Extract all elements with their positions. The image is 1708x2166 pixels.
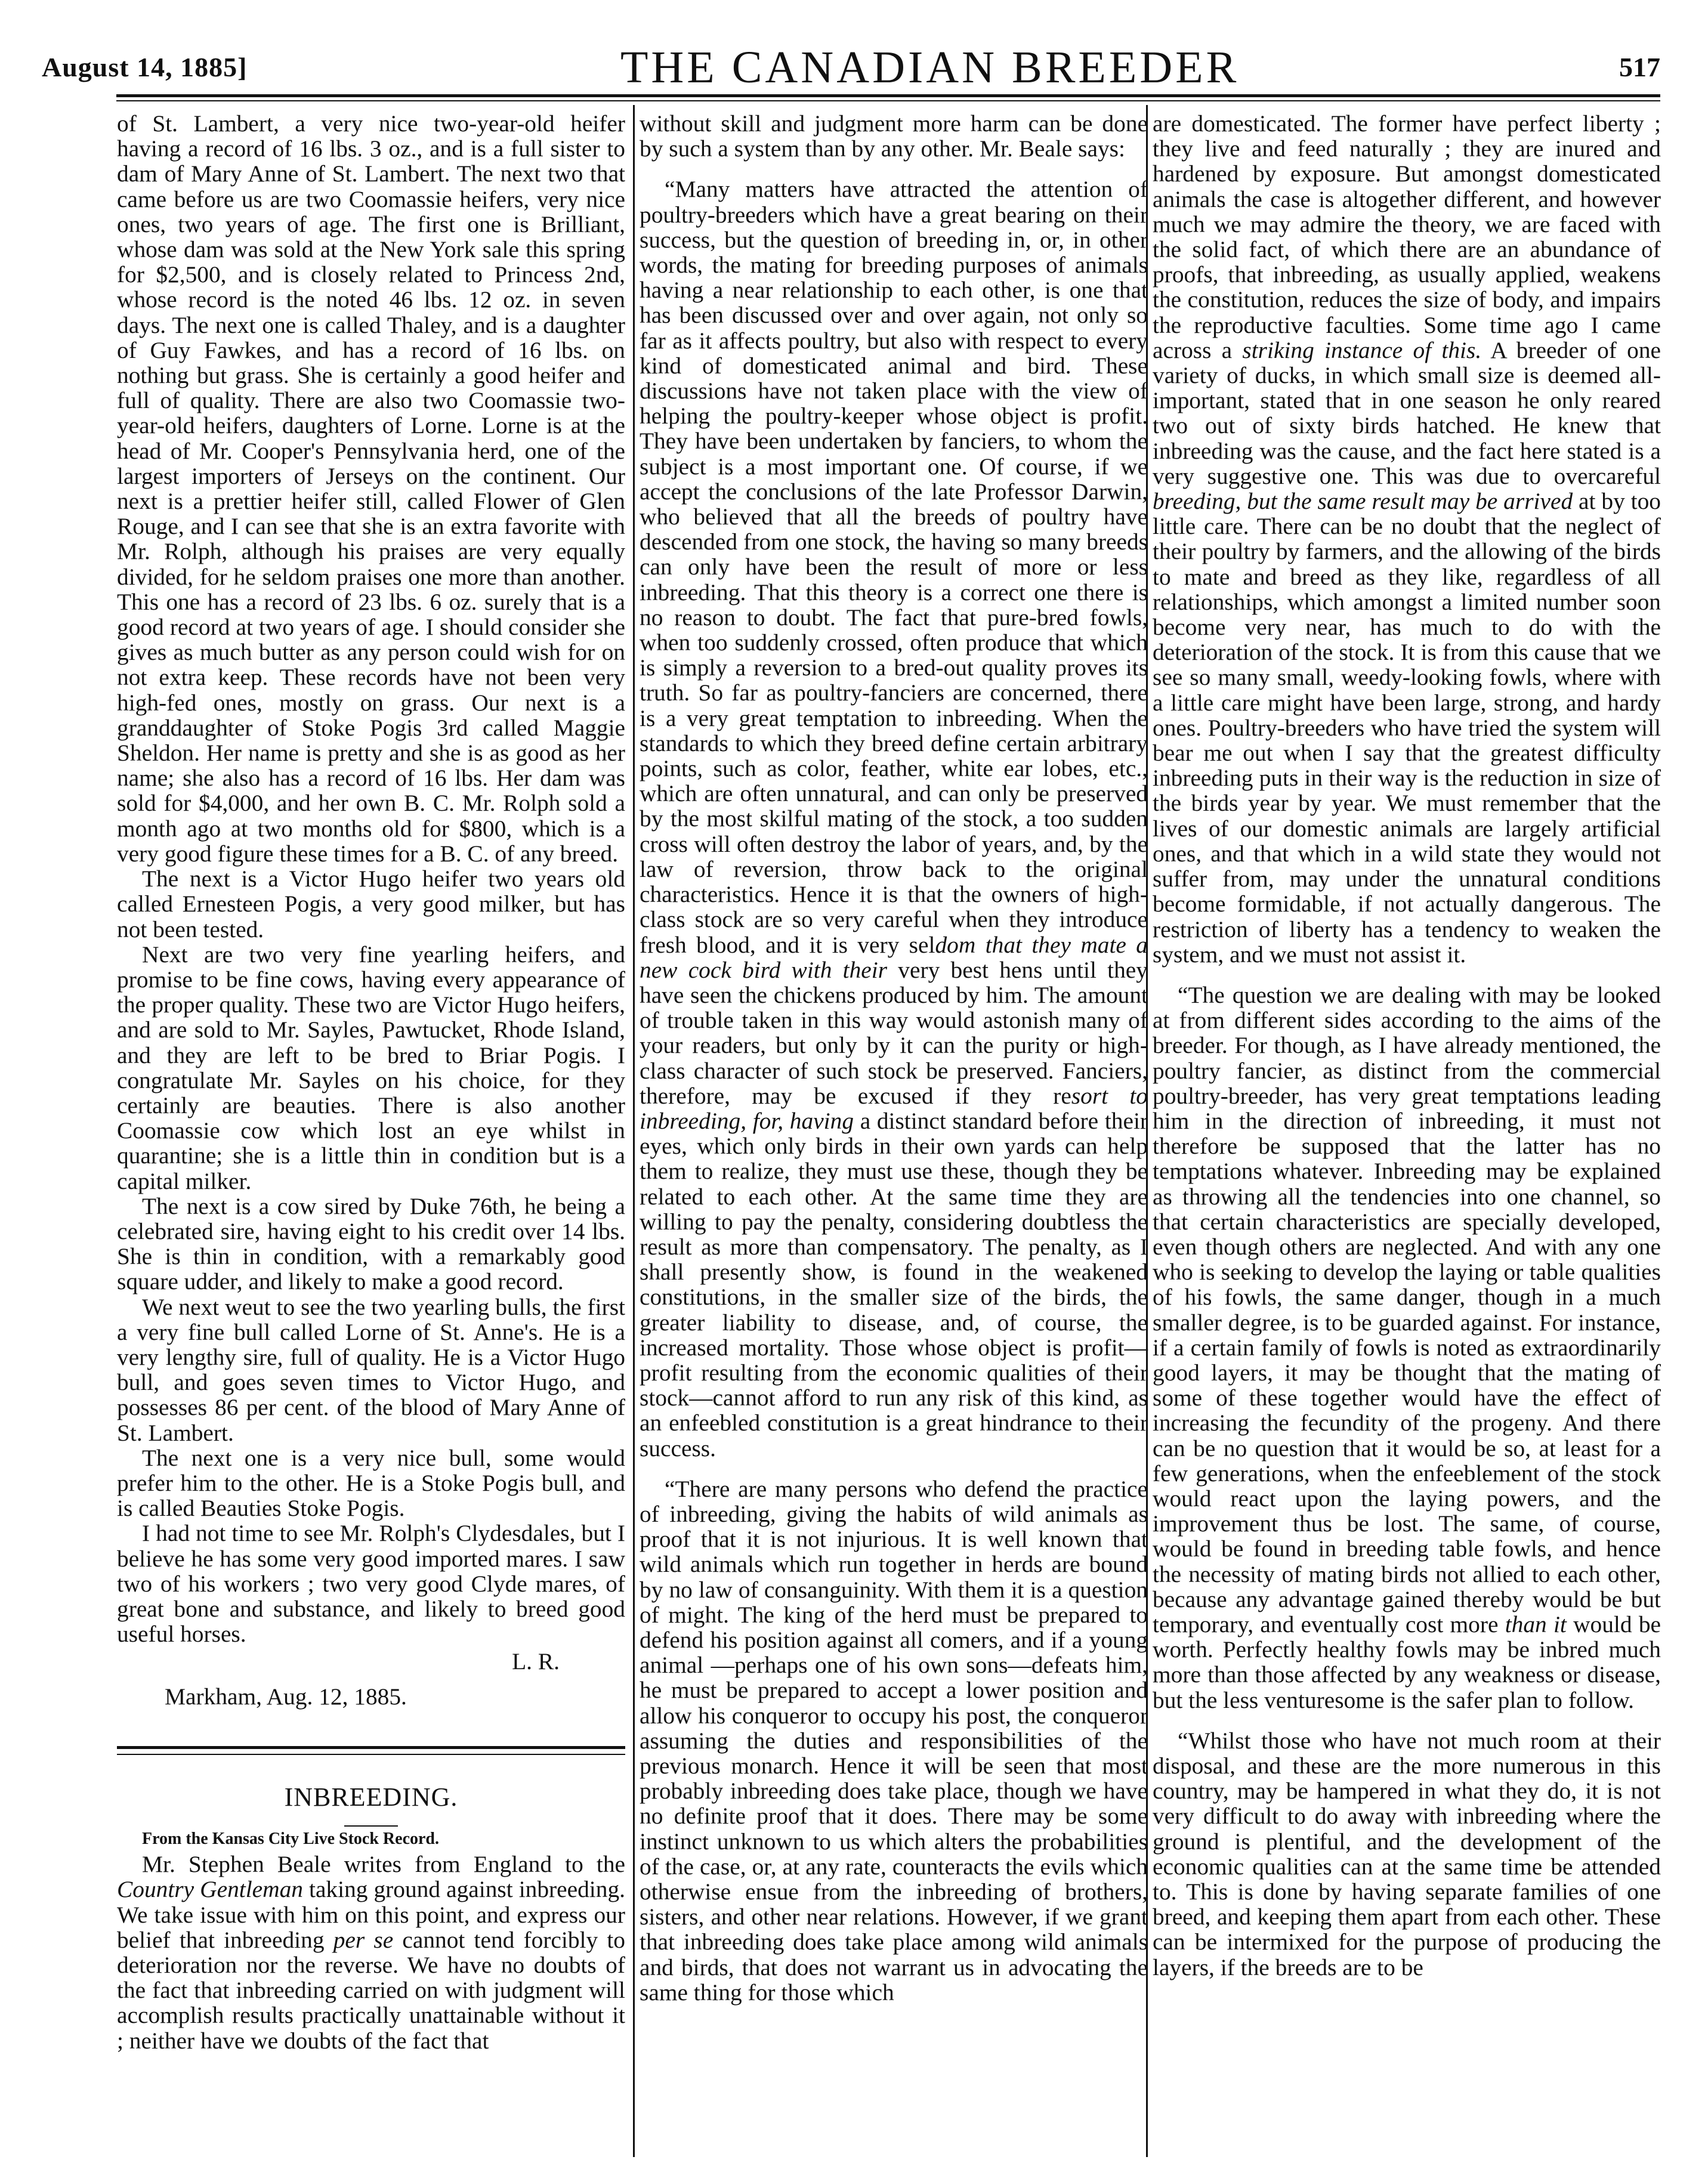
quoted-paragraph: “Whilst those who have not much room at their disposal, and these are the more numerous in this country, may be hampered in what they do, it is not very difficult to do away with inbreeding where the ground is plentiful, and the development of the economic qualities can at the same time be attended to. This is done by having separate families of one breed, and keeping them apart from each other. These can be intermixed for the purpose of producing the layers, if the breeds are to be	[1153, 1727, 1661, 1980]
section-rule	[117, 1746, 625, 1749]
newspaper-title: THE CANADIAN BREEDER	[620, 42, 1240, 92]
issue-date: August 14, 1885]	[42, 52, 248, 82]
column-1	[117, 111, 625, 2053]
quoted-paragraph: “There are many persons who defend the practice of inbreeding, giving the habits of wild animals as proof that it is not injurious. It is well known that wild animals which run together in herds are bound by no law of consanguinity. With them it is a question of might. The king of the herd must be prepared to defend his position against all comers, and if a young animal —perhaps one of his own sons—defeats him, he must be prepared to accept a lower position and allow his conqueror to occupy his post, the conqueror assuming the duties and responsibilities of the previous monarch. Hence it will be seen that most probably inbreeding does take place, though we have no definite proof that it does. There may be some instinct unknown to us which alters the probabilities of the case, or, at any rate, counteracts the evils which otherwise ensue from the inbreeding of brothers, sisters, and other near relations. However, if we grant that inbreeding does take place among wild animals and birds, that does not warrant us in advocating the same thing for those which	[640, 1475, 1148, 2006]
section-rule-thin	[117, 1754, 625, 1755]
article-paragraph: The next one is a very nice bull, some would prefer him to the other. He is a Stoke Pogis bull, and is called Beauties Stoke Pogis.	[117, 1444, 625, 1522]
quoted-paragraph: are domesticated. The former have perfect liberty ; they live and feed naturally ; they are inured and hardened by exposure. But amongst domesticated animals the case is altogether different, and however much we may admire the theory, we are faced with the solid fact, of which there are an abundance of proofs, that inbreeding, as usually applied, weakens the constitution, reduces the size of body, and impairs the reproductive faculties. Some time ago I came across a striking instance of this. A breeder of one variety of ducks, in which small size is deemed all-important, stated that in one season he only reared two out of sixty birds hatched. He knew that inbreeding was the cause, and the fact here stated is a very suggestive one. This was due to overcareful breeding, but the same result may be arrived at by too little care. There can be no doubt that the neglect of their poultry by farmers, and the allowing of the birds to mate and breed as they like, regardless of all relationships, which amongst a limited number soon become very near, has much to do with the deterioration of the stock. It is from this cause that we see so many small, weedy-looking fowls, where with a little care might have been large, strong, and hardy ones. Poultry-breeders who have tried the system will bear me out when I say that the greatest difficulty inbreeding puts in their way is the reduction in size of the birds year by year. We must remember that the lives of our domestic animals are largely artificial ones, and that which in a wild state they would not suffer from, may under the unnatural conditions become formidable, if not actually dangerous. The restriction of liberty has a tendency to weaken the system, and we must not assist it.	[1153, 110, 1661, 968]
column-divider-1	[633, 105, 635, 2157]
column-3	[1153, 111, 1661, 1980]
article-paragraph: Next are two very fine yearling heifers, and promise to be fine cows, having every appearance of the proper quality. These two are Victor Hugo heifers, and are sold to Mr. Sayles, Pawtucket, Rhode Island, and they are left to be bred to Briar Pogis. I congratulate Mr. Sayles on his choice, for they certainly are beauties. There is also another Coomassie cow which lost an eye whilst in quarantine; she is a little thin in condition but is a capital milker.	[117, 941, 625, 1194]
latin-phrase: per se	[333, 1926, 394, 1953]
page-number: 517	[1619, 52, 1660, 82]
masthead-rule-thin	[116, 100, 1660, 101]
article-paragraph: of St. Lambert, a very nice two-year-old heifer having a record of 16 lbs. 3 oz., and is a full sister to dam of Mary Anne of St. Lambert. The next two that came before us are two Coomassie heifers, very nice ones, two years of age. The first one is Brilliant, whose dam was sold at the New York sale this spring for $2,500, and is closely related to Princess 2nd, whose record is the noted 46 lbs. 12 oz. in seven days. The next one is called Thaley, and is a daughter of Guy Fawkes, and has a record of 16 lbs. on nothing but grass. She is certainly a good heifer and full of quality. There are also two Coomassie two-year-old heifers, daughters of Lorne. Lorne is at the head of Mr. Cooper's Pennsylvania herd, one of the largest importers of Jerseys on the continent. Our next is a prettier heifer still, called Flower of Glen Rouge, and I can see that she is an extra favorite with Mr. Rolph, although his praises are very equally divided, for he seldom praises one more than another. This one has a record of 23 lbs. 6 oz. surely that is a good record at two years of age. I should consider she gives as much butter as any person could wish for on not extra keep. These records have not been very high-fed ones, mostly on grass. Our next is a granddaughter of Stoke Pogis 3rd called Maggie Sheldon. Her name is pretty and she is as good as her name; she also has a record of 16 lbs. Her dam was sold for $4,000, and her own B. C. Mr. Rolph sold a month ago at two months old for $800, which is a very good figure these times for a B. C. of any breed.	[117, 110, 625, 867]
masthead-rule	[116, 94, 1660, 97]
quoted-paragraph: “Many matters have attracted the attention of poultry-breeders which have a great bearing on their success, but the question of breeding in, or, in other words, the mating for breeding purposes of animals having a near relationship to each other, is one that has been discussed over and over again, not only so far as it affects poultry, but also with respect to every kind of domesticated animal and bird. These discussions have not taken place with the view of helping the poultry-keeper whose object is profit. They have been undertaken by fanciers, to whom the subject is a most important one. Of course, if we accept the conclusions of the late Professor Darwin, who believed that all the breeds of poultry have descended from one stock, the having so many breeds can only have been the result of more or less inbreeding. That this theory is a correct one there is no reason to doubt. The fact that pure-bred fowls, when too suddenly crossed, often produce that which is simply a reversion to a bred-out quality proves its truth. So far as poultry-fanciers are concerned, there is a very great temptation to inbreeding. When the standards to which they breed define certain arbitrary points, such as color, feather, white ear lobes, etc., which are often unnatural, and can only be preserved by the most skilful mating of the stock, a too sudden cross will often destroy the labor of years, and, by the law of reversion, throw back to the original characteristics. Hence it is that the owners of high-class stock are so very careful when they introduce fresh blood, and it is very seldom that they mate a new cock bird with their very best hens until they have seen the chickens produced by him. The amount of trouble taken in this way would astonish many of your readers, but only by it can the purity or high-class character of such stock be preserved. Fanciers, therefore, may be excused if they resort to inbreeding, for, having a distinct standard before their eyes, which only birds in their own yards can help them to realize, they must use these, though they be related to each other. At the same time they are willing to pay the penalty, considering doubtless the result as more than compensatory. The penalty, as I shall presently show, is found in the weakened constitutions, in the smaller size of the birds, the greater liability to disease, and, of course, the increased mortality. Those whose object is profit—profit resulting from the economic qualities of their stock—cannot afford to run any risk of this kind, as an enfeebled constitution is a great hindrance to their success.	[640, 176, 1148, 1461]
article-heading: INBREEDING.	[284, 1782, 458, 1812]
dateline: Markham, Aug. 12, 1885.	[165, 1683, 407, 1710]
quoted-paragraph: “The question we are dealing with may be looked at from different sides according to the aims of the breeder. For though, as I have already mentioned, the poultry fancier, as distinct from the commercial poultry-breeder, has very great temptations leading him in the direction of inbreeding, it must not therefore be supposed that the latter has no temptations whatever. Inbreeding may be explained as throwing all the tendencies into one channel, so that certain characteristics are specially developed, even though others are neglected. And with any one who is seeking to develop the laying or table qualities of his fowls, the same danger, though in a much smaller degree, is to be guarded against. For instance, if a certain family of fowls is noted as extraordinarily good layers, it may be thought that the mating of some of these together would have the effect of increasing the fecundity of the progeny. And there can be no question that it would be so, at least for a few generations, when the enfeeblement of the stock would react upon the laying powers, and the improvement thus be lost. The same, of course, would be found in breeding table fowls, and hence the necessity of mating birds not allied to each other, because any advantage gained thereby would be but temporary, and eventually cost more than it would be worth. Perfectly healthy fowls may be inbred much more than those affected by any weakness or disease, but the less venturesome is the safer plan to follow.	[1153, 981, 1661, 1713]
article-paragraph: Mr. Stephen Beale writes from England to the Country Gentleman taking ground against inbreeding. We take issue with him on this point, and express our belief that inbreeding per se cannot tend forcibly to deterioration nor the reverse. We have no doubts of the fact that inbreeding carried on with judgment will accomplish results practically unattainable without it ; neither have we doubts of the fact that	[117, 1851, 625, 2054]
column-2	[640, 111, 1148, 2005]
article-paragraph: without skill and judgment more harm can be done by such a system than by any other. Mr. Beale says:	[640, 110, 1148, 162]
article-paragraph: The next is a cow sired by Duke 76th, he being a celebrated sire, having eight to his credit over 14 lbs. She is thin in condition, with a remarkably good square udder, and likely to make a good record.	[117, 1192, 625, 1295]
article-paragraph: We next weut to see the two yearling bulls, the first a very fine bull called Lorne of St. Anne's. He is a very lengthy sire, full of quality. He is a Victor Hugo bull, and goes seven times to Victor Hugo, and possesses 86 per cent. of the blood of Mary Anne of St. Lambert.	[117, 1293, 625, 1446]
article-paragraph: I had not time to see Mr. Rolph's Clydesdales, but I believe he has some very good imported mares. I saw two of his workers ; two very good Clyde mares, of great bone and substance, and likely to breed good useful horses.	[117, 1520, 625, 1648]
article-source: From the Kansas City Live Stock Record.	[142, 1830, 439, 1848]
author-signature: L. R.	[512, 1648, 560, 1675]
publication-name: Country Gentleman	[117, 1876, 303, 1903]
article-paragraph: The next is a Victor Hugo heifer two years old called Ernesteen Pogis, a very good milker, but has not been tested.	[117, 866, 625, 943]
